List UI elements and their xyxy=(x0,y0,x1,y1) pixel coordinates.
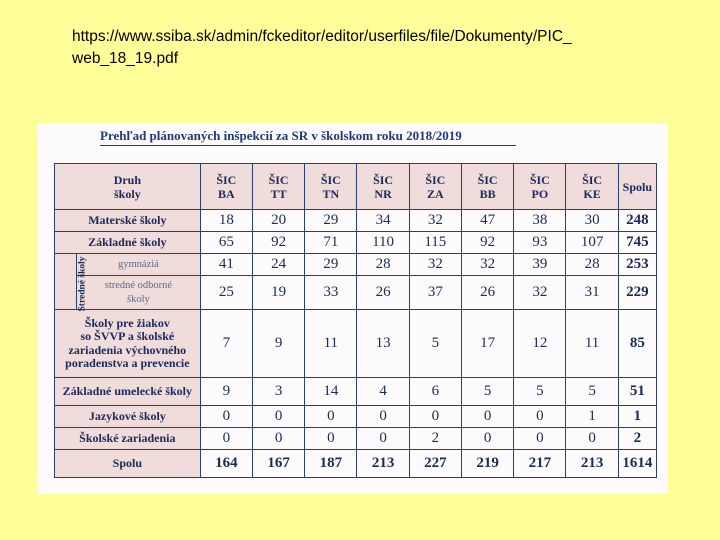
header-sic-tn: ŠIC TN xyxy=(305,164,357,210)
cell: 31 xyxy=(566,276,618,310)
cell: 11 xyxy=(566,310,618,378)
table-row xyxy=(55,276,657,310)
header-sic-za: ŠIC ZA xyxy=(409,164,461,210)
title-underline xyxy=(100,145,516,146)
cell: 25 xyxy=(200,276,252,310)
row-label: Základné umelecké školy xyxy=(55,378,201,406)
cell: 14 xyxy=(305,378,357,406)
cell: 32 xyxy=(461,254,513,276)
cell: 28 xyxy=(357,254,409,276)
row-total: 2 xyxy=(618,428,656,450)
cell: 1 xyxy=(566,406,618,428)
cell: 4 xyxy=(357,378,409,406)
cell: 71 xyxy=(305,232,357,254)
totals-row xyxy=(55,450,657,478)
header-sic-nr: ŠIC NR xyxy=(357,164,409,210)
header-sic-tt: ŠIC TT xyxy=(252,164,304,210)
cell: 0 xyxy=(461,406,513,428)
cell: 19 xyxy=(252,276,304,310)
cell: 6 xyxy=(409,378,461,406)
cell: 92 xyxy=(461,232,513,254)
secondary-schools-label: Stredné školy xyxy=(77,256,88,311)
table-row xyxy=(55,232,657,254)
cell: 93 xyxy=(514,232,566,254)
header-sic-ba: ŠIC BA xyxy=(200,164,252,210)
cell: 0 xyxy=(252,428,304,450)
cell: 0 xyxy=(409,406,461,428)
document-title: Prehľad plánovaných inšpekcií za SR v školskom roku 2018/2019 xyxy=(100,128,462,143)
row-label xyxy=(55,310,201,378)
header-row xyxy=(55,164,657,210)
cell: 47 xyxy=(461,210,513,232)
table-row xyxy=(55,428,657,450)
cell: 5 xyxy=(514,378,566,406)
row-total: 1 xyxy=(618,406,656,428)
cell: 18 xyxy=(200,210,252,232)
cell: 26 xyxy=(461,276,513,310)
header-type-line-2: školy xyxy=(114,186,141,201)
cell: 110 xyxy=(357,232,409,254)
source-url-line-2: web_18_19.pdf xyxy=(72,50,179,67)
secondary-schools-group xyxy=(55,254,88,311)
cell: 34 xyxy=(357,210,409,232)
table-row xyxy=(55,254,657,276)
cell: 29 xyxy=(305,210,357,232)
header-type-line-1: Druh xyxy=(113,172,142,187)
cell: 0 xyxy=(461,428,513,450)
cell: 213 xyxy=(566,450,618,478)
table-row xyxy=(55,378,657,406)
source-url[interactable] xyxy=(72,26,672,70)
cell: 0 xyxy=(566,428,618,450)
header-sic-po: ŠIC PO xyxy=(514,164,566,210)
cell: 17 xyxy=(461,310,513,378)
row-total: 85 xyxy=(618,310,656,378)
cell: 65 xyxy=(200,232,252,254)
row-label-line: Školy pre žiakov xyxy=(84,315,170,330)
cell: 11 xyxy=(305,310,357,378)
cell: 32 xyxy=(409,210,461,232)
cell: 38 xyxy=(514,210,566,232)
document-image xyxy=(38,123,668,494)
row-total: 248 xyxy=(618,210,656,232)
row-label-line: školy xyxy=(127,293,150,305)
cell: 41 xyxy=(200,254,252,276)
cell: 5 xyxy=(409,310,461,378)
cell: 227 xyxy=(409,450,461,478)
cell: 39 xyxy=(514,254,566,276)
cell: 0 xyxy=(514,406,566,428)
cell: 32 xyxy=(514,276,566,310)
header-total: Spolu xyxy=(618,164,656,210)
row-label-line: zariadenia výchovného xyxy=(68,342,187,357)
cell: 33 xyxy=(305,276,357,310)
cell: 13 xyxy=(357,310,409,378)
cell: 167 xyxy=(252,450,304,478)
cell: 12 xyxy=(514,310,566,378)
cell: 9 xyxy=(200,378,252,406)
cell: 115 xyxy=(409,232,461,254)
cell: 28 xyxy=(566,254,618,276)
cell: 2 xyxy=(409,428,461,450)
cell: 7 xyxy=(200,310,252,378)
row-label: Jazykové školy xyxy=(55,406,201,428)
row-total: 253 xyxy=(618,254,656,276)
header-sic-bb: ŠIC BB xyxy=(461,164,513,210)
row-label xyxy=(77,276,201,310)
cell: 37 xyxy=(409,276,461,310)
row-label: gymnáziá xyxy=(77,254,201,276)
cell: 217 xyxy=(514,450,566,478)
row-label-line: stredné odborné xyxy=(104,279,173,291)
row-total: 229 xyxy=(618,276,656,310)
table-row xyxy=(55,310,657,378)
row-label-line: so ŠVVP a školské xyxy=(80,329,175,343)
inspection-table xyxy=(54,163,657,478)
cell: 0 xyxy=(305,428,357,450)
cell: 187 xyxy=(305,450,357,478)
row-label: Spolu xyxy=(55,450,201,478)
source-url-line-1: https://www.ssiba.sk/admin/fckeditor/editor/userfiles/file/Dokumenty/PIC_ xyxy=(72,28,572,45)
cell: 30 xyxy=(566,210,618,232)
row-label: Školské zariadenia xyxy=(55,428,201,450)
cell: 9 xyxy=(252,310,304,378)
row-total: 1614 xyxy=(618,450,656,478)
cell: 29 xyxy=(305,254,357,276)
cell: 24 xyxy=(252,254,304,276)
header-school-type xyxy=(55,164,201,210)
cell: 92 xyxy=(252,232,304,254)
cell: 32 xyxy=(409,254,461,276)
cell: 219 xyxy=(461,450,513,478)
cell: 164 xyxy=(200,450,252,478)
cell: 3 xyxy=(252,378,304,406)
cell: 213 xyxy=(357,450,409,478)
row-total: 51 xyxy=(618,378,656,406)
cell: 26 xyxy=(357,276,409,310)
cell: 20 xyxy=(252,210,304,232)
row-total: 745 xyxy=(618,232,656,254)
row-label: Materské školy xyxy=(55,210,201,232)
cell: 0 xyxy=(357,428,409,450)
cell: 0 xyxy=(200,428,252,450)
cell: 0 xyxy=(252,406,304,428)
cell: 0 xyxy=(200,406,252,428)
cell: 5 xyxy=(461,378,513,406)
table-row xyxy=(55,210,657,232)
table-row xyxy=(55,406,657,428)
cell: 0 xyxy=(357,406,409,428)
header-sic-ke: ŠIC KE xyxy=(566,164,618,210)
cell: 5 xyxy=(566,378,618,406)
row-label-line: poradenstva a prevencie xyxy=(65,356,190,370)
cell: 0 xyxy=(305,406,357,428)
row-label: Základné školy xyxy=(55,232,201,254)
cell: 107 xyxy=(566,232,618,254)
cell: 0 xyxy=(514,428,566,450)
